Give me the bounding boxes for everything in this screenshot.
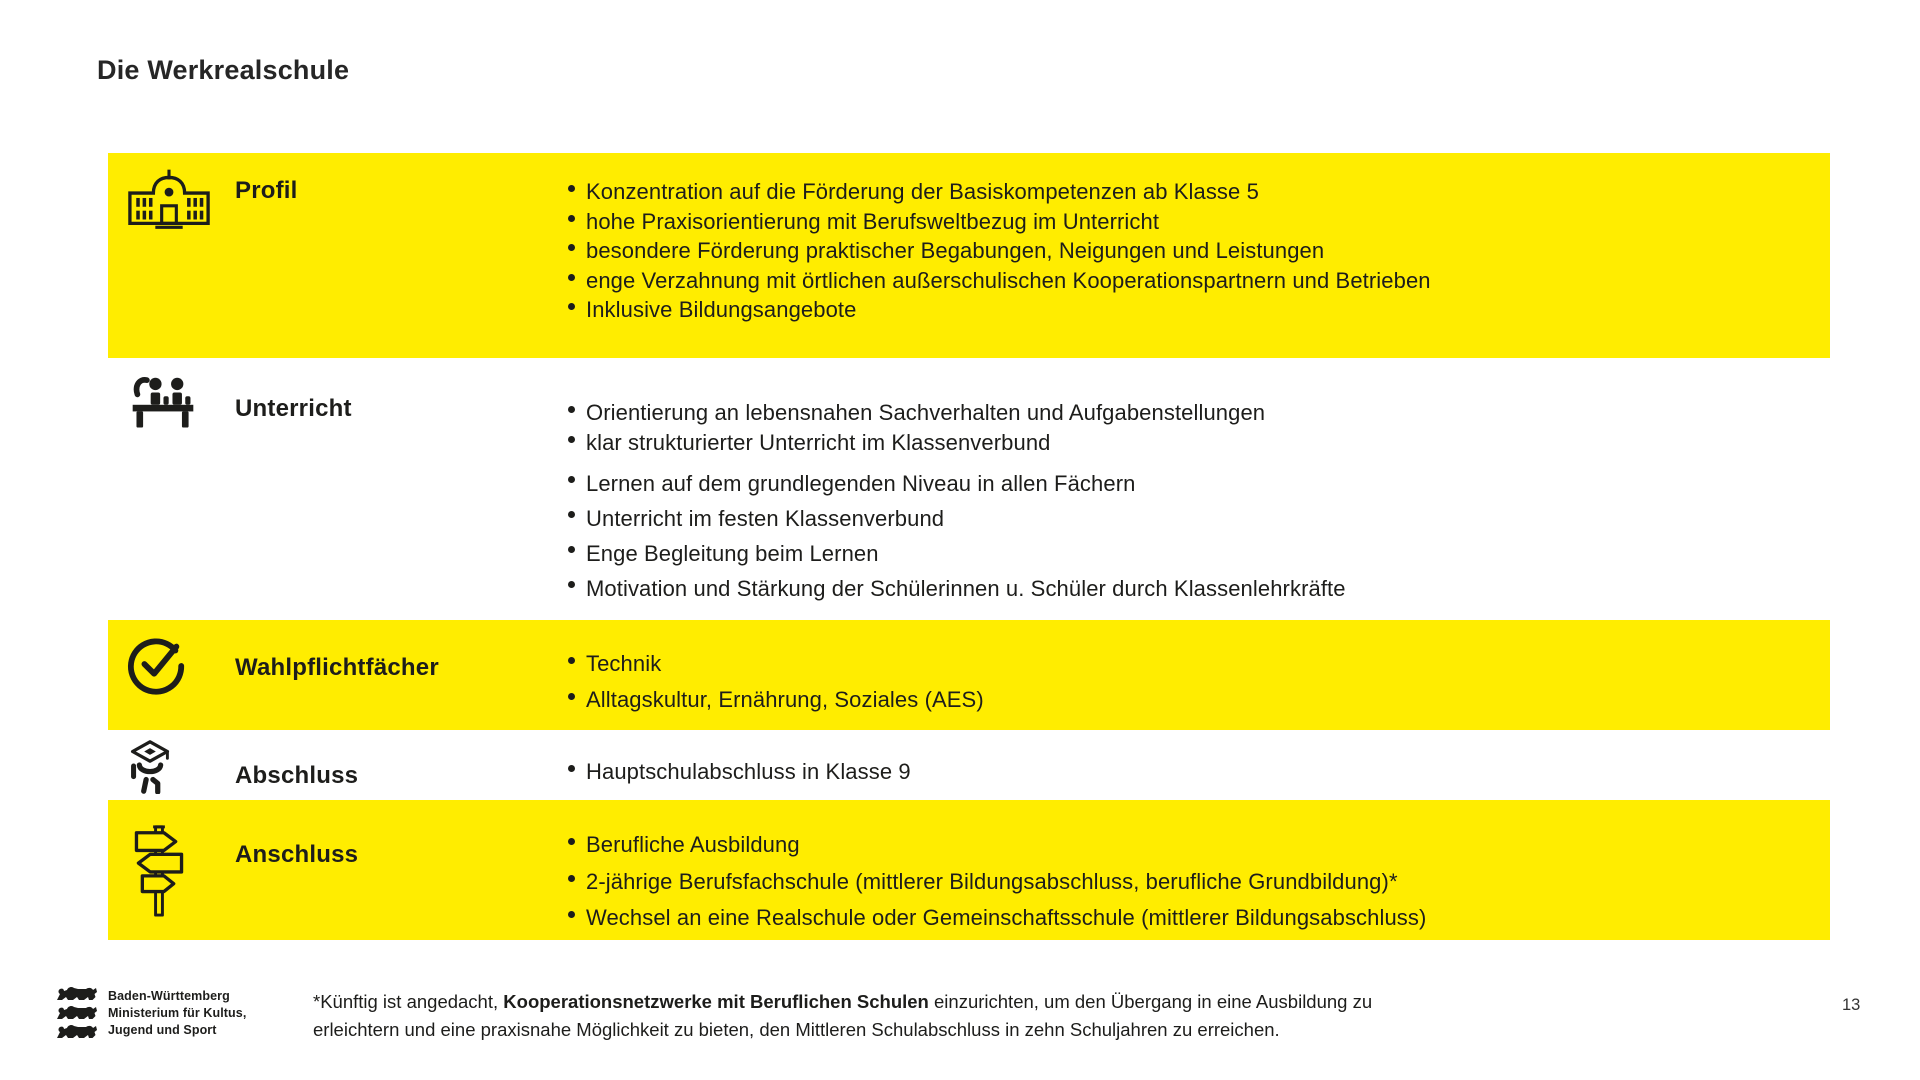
bullet-dot [568, 693, 575, 700]
row-wahlpflichtfaecher [108, 620, 1830, 730]
bullet-list-unterricht-a [568, 398, 1806, 458]
bullet-dot [568, 476, 575, 483]
bullet-dot [568, 838, 575, 845]
page-number: 13 [1842, 996, 1861, 1014]
bullet-list-profil [568, 177, 1806, 325]
bullet-dot [568, 215, 575, 222]
row-label-profil: Profil [235, 177, 298, 204]
signpost-icon [124, 821, 194, 924]
bullet-dot [568, 546, 575, 553]
bullet-dot [568, 765, 575, 772]
bullet-dot [568, 657, 575, 664]
bullet-dot [568, 303, 575, 310]
bullet-item: Motivation und Stärkung der Schülerinnen u. Schüler durch Klassenlehrkräfte [568, 571, 1806, 606]
row-label-wahlpflichtfaecher: Wahlpflichtfächer [235, 654, 439, 681]
bullet-item: Technik [568, 646, 1806, 682]
bullet-dot [568, 274, 575, 281]
row-unterricht [108, 358, 1830, 620]
page-title: Die Werkrealschule [97, 55, 350, 85]
bullet-dot [568, 436, 575, 443]
bullet-dot [568, 581, 575, 588]
bullet-list-anschluss [568, 827, 1806, 937]
bullet-item: Lernen auf dem grundlegenden Niveau in allen Fächern [568, 466, 1806, 501]
row-abschluss [108, 730, 1830, 800]
bullet-item: Hauptschulabschluss in Klasse 9 [568, 757, 1806, 787]
bullet-item: Konzentration auf die Förderung der Basiskompetenzen ab Klasse 5 [568, 177, 1806, 207]
row-profil [108, 153, 1830, 358]
bullet-dot [568, 406, 575, 413]
bullet-item: besondere Förderung praktischer Begabungen, Neigungen und Leistungen [568, 236, 1806, 266]
bullet-item: 2-jährige Berufsfachschule (mittlerer Bildungsabschluss, berufliche Grundbildung)* [568, 864, 1806, 901]
bullet-list-wahlpflichtfaecher [568, 646, 1806, 718]
bullet-item: Wechsel an eine Realschule oder Gemeinschaftsschule (mittlerer Bildungsabschluss) [568, 900, 1806, 937]
footnote-line-2: erleichtern und eine praxisnahe Möglichkeit zu bieten, den Mittleren Schulabschluss in zehn Schuljahren zu erreichen. [313, 1018, 1280, 1040]
bullet-item: Inklusive Bildungsangebote [568, 295, 1806, 325]
footnote-line-1: *Künftig ist angedacht, Kooperationsnetzwerke mit Beruflichen Schulen einzurichten, um den Übergang in eine Ausbildung zu [313, 991, 1373, 1012]
classroom-desk-icon [127, 372, 199, 435]
bullet-item: enge Verzahnung mit örtlichen außerschulischen Kooperationspartnern und Betrieben [568, 266, 1806, 296]
bullet-dot [568, 185, 575, 192]
bullet-item: Alltagskultur, Ernährung, Soziales (AES) [568, 682, 1806, 718]
ministry-name: Baden-Württemberg Ministerium für Kultus, Jugend und Sport [108, 989, 247, 1037]
bullet-item: Berufliche Ausbildung [568, 827, 1806, 864]
bullet-list-abschluss [568, 757, 1806, 787]
row-label-anschluss: Anschluss [235, 841, 359, 868]
bullet-item: Orientierung an lebensnahen Sachverhalten und Aufgabenstellungen [568, 398, 1806, 428]
bullet-item: klar strukturierter Unterricht im Klassenverbund [568, 428, 1806, 458]
bullet-item: Unterricht im festen Klassenverbund [568, 501, 1806, 536]
footnote [313, 988, 1813, 1043]
row-label-abschluss: Abschluss [235, 762, 359, 789]
row-label-unterricht: Unterricht [235, 395, 352, 422]
bullet-dot [568, 511, 575, 518]
bw-coat-of-arms-icon [54, 986, 100, 1049]
graduate-cap-icon [121, 738, 179, 799]
bullet-dot [568, 911, 575, 918]
row-anschluss [108, 800, 1830, 940]
bullet-item: hohe Praxisorientierung mit Berufsweltbezug im Unterricht [568, 207, 1806, 237]
bullet-list-unterricht-b [568, 466, 1806, 606]
check-circle-icon [126, 634, 188, 701]
school-building-icon [126, 165, 212, 234]
bullet-dot [568, 244, 575, 251]
bullet-item: Enge Begleitung beim Lernen [568, 536, 1806, 571]
bullet-dot [568, 875, 575, 882]
